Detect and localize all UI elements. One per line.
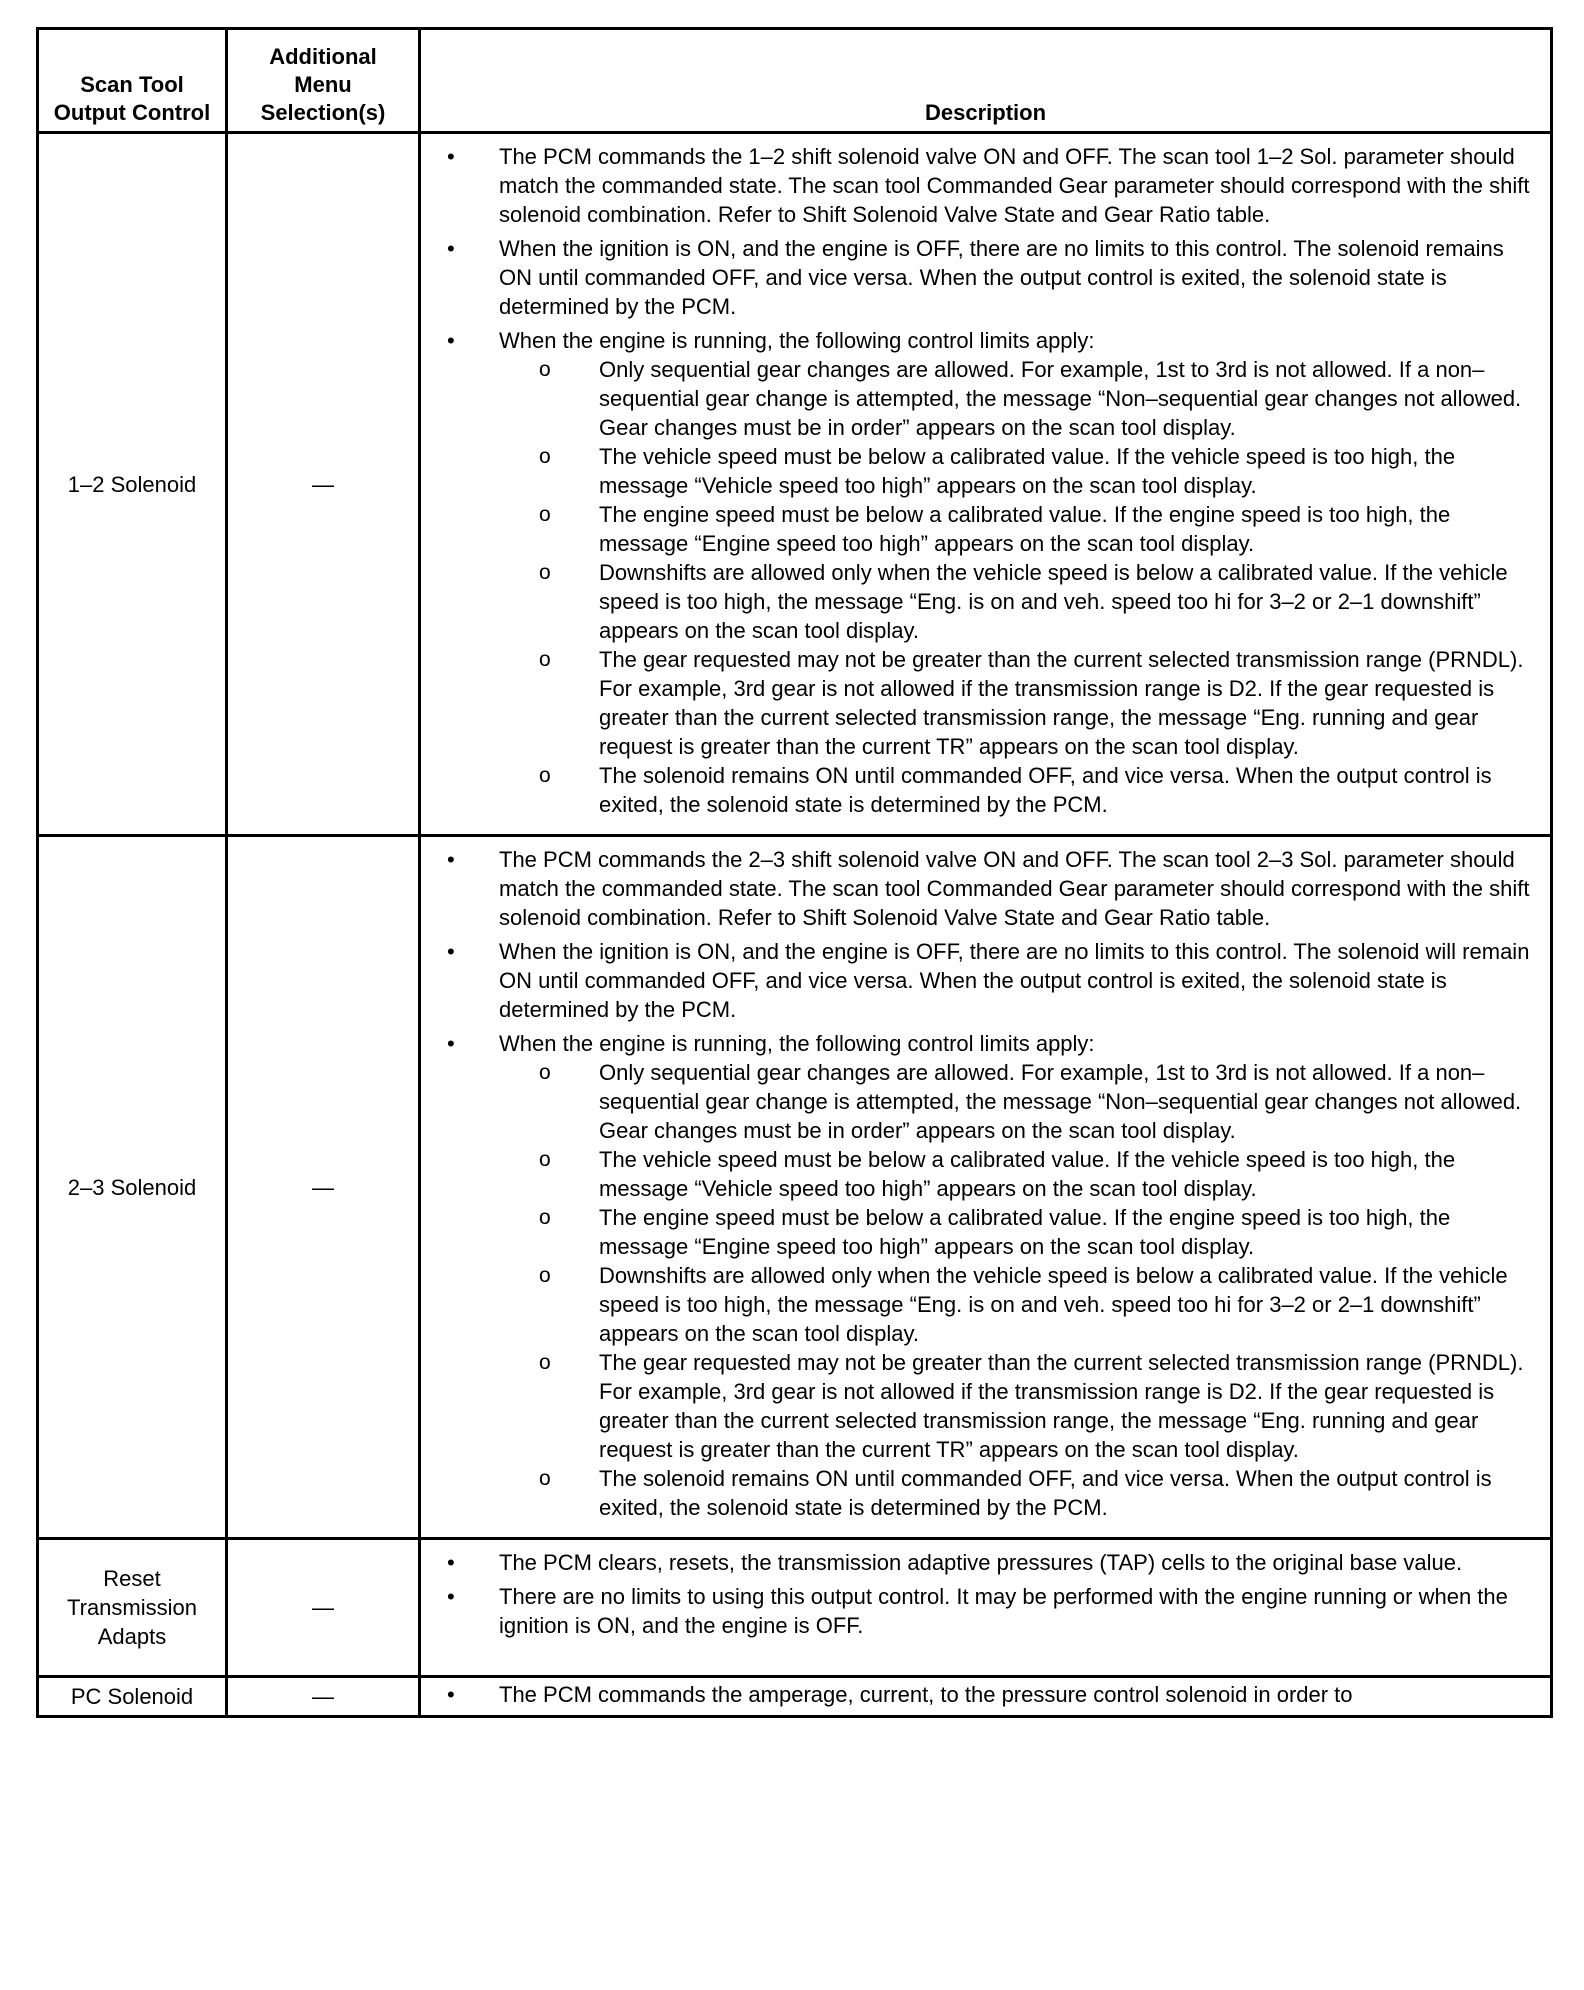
header-additional-menu-selections: Additional Menu Selection(s) <box>227 29 420 133</box>
sub-bullet-item: o Downshifts are allowed only when the vehicle speed is below a calibrated value. If the vehicle speed is too high, the message “Eng. is on and veh. speed too hi for 3–2 or 2–1 downshift” appears on the scan tool display. <box>539 1261 1542 1348</box>
table-row <box>38 133 1552 836</box>
bullet-item: • When the engine is running, the following control limits apply: o Only sequential gear changes are allowed. For example, 1st to 3rd is not allowed. If a non–sequential gear change is attempted, the message “Non–sequential gear changes not allowed. Gear changes must be in order” appears on the scan tool display. o The vehicle speed must be below a calibrated value. If the vehicle speed is too high, the message “Vehicle speed too high” appears on the scan tool display. o The engine speed must be below a calibrated value. If the engine speed is too high, the message “Engine speed too high” appears on the scan tool display. o Downshifts are allowed only when the vehicle speed is below a calibrated value. If the vehicle speed is too high, the message “Eng. is on and veh. speed too hi for 3–2 or 2–1 downshift” appears on the scan tool display. o The gear requested may not be greater than the current selected transmission range (PRNDL). For example, 3rd gear is not allowed if the transmission range is D2. If the gear requested is greater than the current selected transmission range, the message “Eng. running and gear request is greater than the current TR” appears on the scan tool display. o The solenoid remains ON until commanded OFF, and vice versa. When the output control is exited, the solenoid state is determined by the PCM. <box>439 326 1542 819</box>
description-cell <box>420 1539 1552 1677</box>
output-control-cell: 2–3 Solenoid <box>38 836 227 1539</box>
output-control-cell: 1–2 Solenoid <box>38 133 227 836</box>
sub-bullet-item: o The engine speed must be below a calibrated value. If the engine speed is too high, the message “Engine speed too high” appears on the scan tool display. <box>539 500 1542 558</box>
sub-bullet-item: o Downshifts are allowed only when the vehicle speed is below a calibrated value. If the vehicle speed is too high, the message “Eng. is on and veh. speed too hi for 3–2 or 2–1 downshift” appears on the scan tool display. <box>539 558 1542 645</box>
sub-bullet-item: o The engine speed must be below a calibrated value. If the engine speed is too high, the message “Engine speed too high” appears on the scan tool display. <box>539 1203 1542 1261</box>
bullet-item: • When the ignition is ON, and the engine is OFF, there are no limits to this control. The solenoid will remain ON until commanded OFF, and vice versa. When the output control is exited, the solenoid state is determined by the PCM. <box>439 937 1542 1024</box>
sub-bullet-item: o The gear requested may not be greater than the current selected transmission range (PRNDL). For example, 3rd gear is not allowed if the transmission range is D2. If the gear requested is greater than the current selected transmission range, the message “Eng. running and gear request is greater than the current TR” appears on the scan tool display. <box>539 645 1542 761</box>
header-description: Description <box>420 29 1552 133</box>
bullet-item: • When the ignition is ON, and the engine is OFF, there are no limits to this control. The solenoid remains ON until commanded OFF, and vice versa. When the output control is exited, the solenoid state is determined by the PCM. <box>439 234 1542 321</box>
sub-bullet-item: o The solenoid remains ON until commanded OFF, and vice versa. When the output control is exited, the solenoid state is determined by the PCM. <box>539 761 1542 819</box>
sub-bullet-item: o The gear requested may not be greater than the current selected transmission range (PRNDL). For example, 3rd gear is not allowed if the transmission range is D2. If the gear requested is greater than the current selected transmission range, the message “Eng. running and gear request is greater than the current TR” appears on the scan tool display. <box>539 1348 1542 1464</box>
sub-bullet-item: o The vehicle speed must be below a calibrated value. If the vehicle speed is too high, the message “Vehicle speed too high” appears on the scan tool display. <box>539 442 1542 500</box>
menu-selection-cell: — <box>227 1677 420 1717</box>
menu-selection-cell: — <box>227 1539 420 1677</box>
output-control-cell: Reset Transmission Adapts <box>38 1539 227 1677</box>
table-row <box>38 1677 1552 1717</box>
description-cell <box>420 133 1552 836</box>
bullet-item: • When the engine is running, the following control limits apply: o Only sequential gear changes are allowed. For example, 1st to 3rd is not allowed. If a non–sequential gear change is attempted, the message “Non–sequential gear changes not allowed. Gear changes must be in order” appears on the scan tool display. o The vehicle speed must be below a calibrated value. If the vehicle speed is too high, the message “Vehicle speed too high” appears on the scan tool display. o The engine speed must be below a calibrated value. If the engine speed is too high, the message “Engine speed too high” appears on the scan tool display. o Downshifts are allowed only when the vehicle speed is below a calibrated value. If the vehicle speed is too high, the message “Eng. is on and veh. speed too hi for 3–2 or 2–1 downshift” appears on the scan tool display. o The gear requested may not be greater than the current selected transmission range (PRNDL). For example, 3rd gear is not allowed if the transmission range is D2. If the gear requested is greater than the current selected transmission range, the message “Eng. running and gear request is greater than the current TR” appears on the scan tool display. o The solenoid remains ON until commanded OFF, and vice versa. When the output control is exited, the solenoid state is determined by the PCM. <box>439 1029 1542 1522</box>
description-cell <box>420 1677 1552 1717</box>
bullet-item: • The PCM commands the 1–2 shift solenoid valve ON and OFF. The scan tool 1–2 Sol. parameter should match the commanded state. The scan tool Commanded Gear parameter should correspond with the shift solenoid combination. Refer to Shift Solenoid Valve State and Gear Ratio table. <box>439 142 1542 229</box>
output-control-cell: PC Solenoid <box>38 1677 227 1717</box>
description-cell <box>420 836 1552 1539</box>
table-row <box>38 836 1552 1539</box>
bullet-item: • The PCM clears, resets, the transmission adaptive pressures (TAP) cells to the original base value. <box>439 1548 1542 1577</box>
table-row <box>38 1539 1552 1677</box>
bullet-item: • The PCM commands the 2–3 shift solenoid valve ON and OFF. The scan tool 2–3 Sol. parameter should match the commanded state. The scan tool Commanded Gear parameter should correspond with the shift solenoid combination. Refer to Shift Solenoid Valve State and Gear Ratio table. <box>439 845 1542 932</box>
sub-bullet-item: o The solenoid remains ON until commanded OFF, and vice versa. When the output control is exited, the solenoid state is determined by the PCM. <box>539 1464 1542 1522</box>
output-control-table <box>36 27 1553 1718</box>
menu-selection-cell: — <box>227 133 420 836</box>
header-scan-tool-output-control: Scan Tool Output Control <box>38 29 227 133</box>
header-row <box>38 29 1552 133</box>
sub-bullet-item: o Only sequential gear changes are allowed. For example, 1st to 3rd is not allowed. If a non–sequential gear change is attempted, the message “Non–sequential gear changes not allowed. Gear changes must be in order” appears on the scan tool display. <box>539 1058 1542 1145</box>
sub-bullet-item: o Only sequential gear changes are allowed. For example, 1st to 3rd is not allowed. If a non–sequential gear change is attempted, the message “Non–sequential gear changes not allowed. Gear changes must be in order” appears on the scan tool display. <box>539 355 1542 442</box>
bullet-item: • The PCM commands the amperage, current, to the pressure control solenoid in order to <box>439 1680 1542 1709</box>
menu-selection-cell: — <box>227 836 420 1539</box>
bullet-item: • There are no limits to using this output control. It may be performed with the engine running or when the ignition is ON, and the engine is OFF. <box>439 1582 1542 1640</box>
sub-bullet-item: o The vehicle speed must be below a calibrated value. If the vehicle speed is too high, the message “Vehicle speed too high” appears on the scan tool display. <box>539 1145 1542 1203</box>
